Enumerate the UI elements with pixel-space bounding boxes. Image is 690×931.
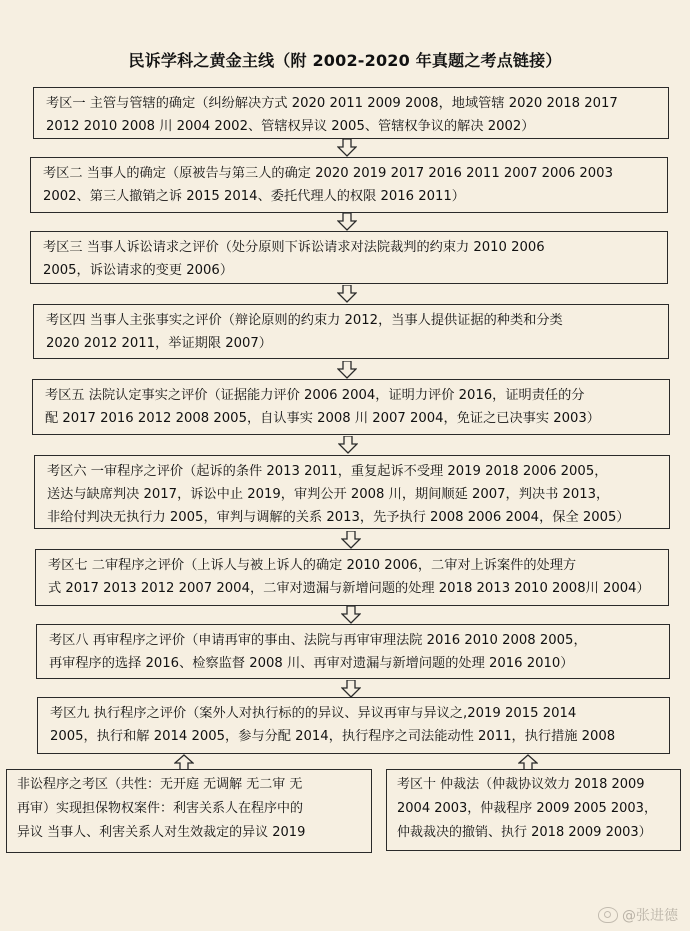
down-arrow-icon — [338, 436, 358, 454]
section-1-line-2: 2012 2010 2008 川 2004 2002、管辖权异议 2005、管辖权争议的解决 2002） — [46, 119, 535, 134]
down-arrow-icon — [341, 606, 361, 624]
section-box-2 — [30, 157, 668, 213]
section-box-9 — [37, 697, 670, 754]
section-2-line-2: 2002、第三人撤销之诉 2015 2014、委托代理人的权限 2016 2011） — [43, 189, 465, 204]
section-4-line-1: 考区四 当事人主张事实之评价（辩论原则的约束力 2012，当事人提供证据的种类和分类 — [46, 313, 563, 328]
section-8-line-2: 再审程序的选择 2016、检察监督 2008 川、再审对遗漏与新增问题的处理 2016 2010） — [49, 656, 574, 671]
non-litigation-line-2: 再审）实现担保物权案件：利害关系人在程序中的 — [17, 801, 304, 816]
section-box-4 — [33, 304, 669, 359]
non-litigation-box — [6, 769, 372, 853]
down-arrow-icon — [337, 285, 357, 303]
section-9-line-2: 2005，执行和解 2014 2005，参与分配 2014，执行程序之司法能动性 2011，执行措施 2008 — [50, 729, 616, 744]
section-6-line-3: 非给付判决无执行力 2005，审判与调解的关系 2013，先予执行 2008 2006 2004，保全 2005） — [47, 510, 630, 525]
down-arrow-icon — [337, 213, 357, 231]
section-8-line-1: 考区八 再审程序之评价（申请再审的事由、法院与再审审理法院 2016 2010 2008 2005， — [49, 633, 587, 648]
section-box-6 — [34, 455, 670, 529]
non-litigation-line-3: 异议 当事人、利害关系人对生效裁定的异议 2019 — [17, 825, 306, 840]
section-5-line-2: 配 2017 2016 2012 2008 2005，自认事实 2008 川 2007 2004，免证之已决事实 2003） — [45, 411, 600, 426]
page-title: 民诉学科之黄金主线（附 2002-2020 年真题之考点链接） — [128, 51, 562, 70]
arbitration-line-2: 2004 2003，仲裁程序 2009 2005 2003， — [397, 801, 657, 816]
weibo-logo-icon — [598, 907, 618, 923]
section-6-line-2: 送达与缺席判决 2017，诉讼中止 2019，审判公开 2008 川，期间顺延 2007，判决书 2013， — [47, 487, 610, 502]
down-arrow-icon — [337, 139, 357, 157]
section-7-line-2: 式 2017 2013 2012 2007 2004，二审对遗漏与新增问题的处理 2018 2013 2010 2008川 2004） — [48, 581, 650, 596]
section-box-3 — [30, 231, 668, 284]
arbitration-box — [386, 769, 681, 851]
section-box-8 — [36, 624, 670, 679]
down-arrow-icon — [337, 361, 357, 379]
non-litigation-line-1: 非讼程序之考区（共性：无开庭 无调解 无二审 无 — [17, 777, 303, 792]
section-1-line-1: 考区一 主管与管辖的确定（纠纷解决方式 2020 2011 2009 2008，地域管辖 2020 2018 2017 — [46, 96, 618, 111]
section-9-line-1: 考区九 执行程序之评价（案外人对执行标的的异议、异议再审与异议之,2019 2015 2014 — [50, 706, 577, 721]
arbitration-line-3: 仲裁裁决的撤销、执行 2018 2009 2003） — [397, 825, 652, 840]
section-7-line-1: 考区七 二审程序之评价（上诉人与被上诉人的确定 2010 2006，二审对上诉案件的处理方 — [48, 558, 577, 573]
section-5-line-1: 考区五 法院认定事实之评价（证据能力评价 2006 2004，证明力评价 2016，证明责任的分 — [45, 388, 585, 403]
down-arrow-icon — [341, 680, 361, 698]
section-box-1 — [33, 87, 669, 139]
section-3-line-2: 2005，诉讼请求的变更 2006） — [43, 263, 234, 278]
arbitration-line-1: 考区十 仲裁法（仲裁协议效力 2018 2009 — [397, 777, 645, 792]
section-box-7 — [35, 549, 669, 606]
section-6-line-1: 考区六 一审程序之评价（起诉的条件 2013 2011，重复起诉不受理 2019 2018 2006 2005， — [47, 464, 608, 479]
section-2-line-1: 考区二 当事人的确定（原被告与第三人的确定 2020 2019 2017 2016 2011 2007 2006 2003 — [43, 166, 613, 181]
section-4-line-2: 2020 2012 2011，举证期限 2007） — [46, 336, 272, 351]
watermark — [598, 905, 678, 925]
watermark-text: @张进德 — [622, 908, 678, 924]
section-3-line-1: 考区三 当事人诉讼请求之评价（处分原则下诉讼请求对法院裁判的约束力 2010 2006 — [43, 240, 545, 255]
down-arrow-icon — [341, 531, 361, 549]
section-box-5 — [32, 379, 670, 435]
